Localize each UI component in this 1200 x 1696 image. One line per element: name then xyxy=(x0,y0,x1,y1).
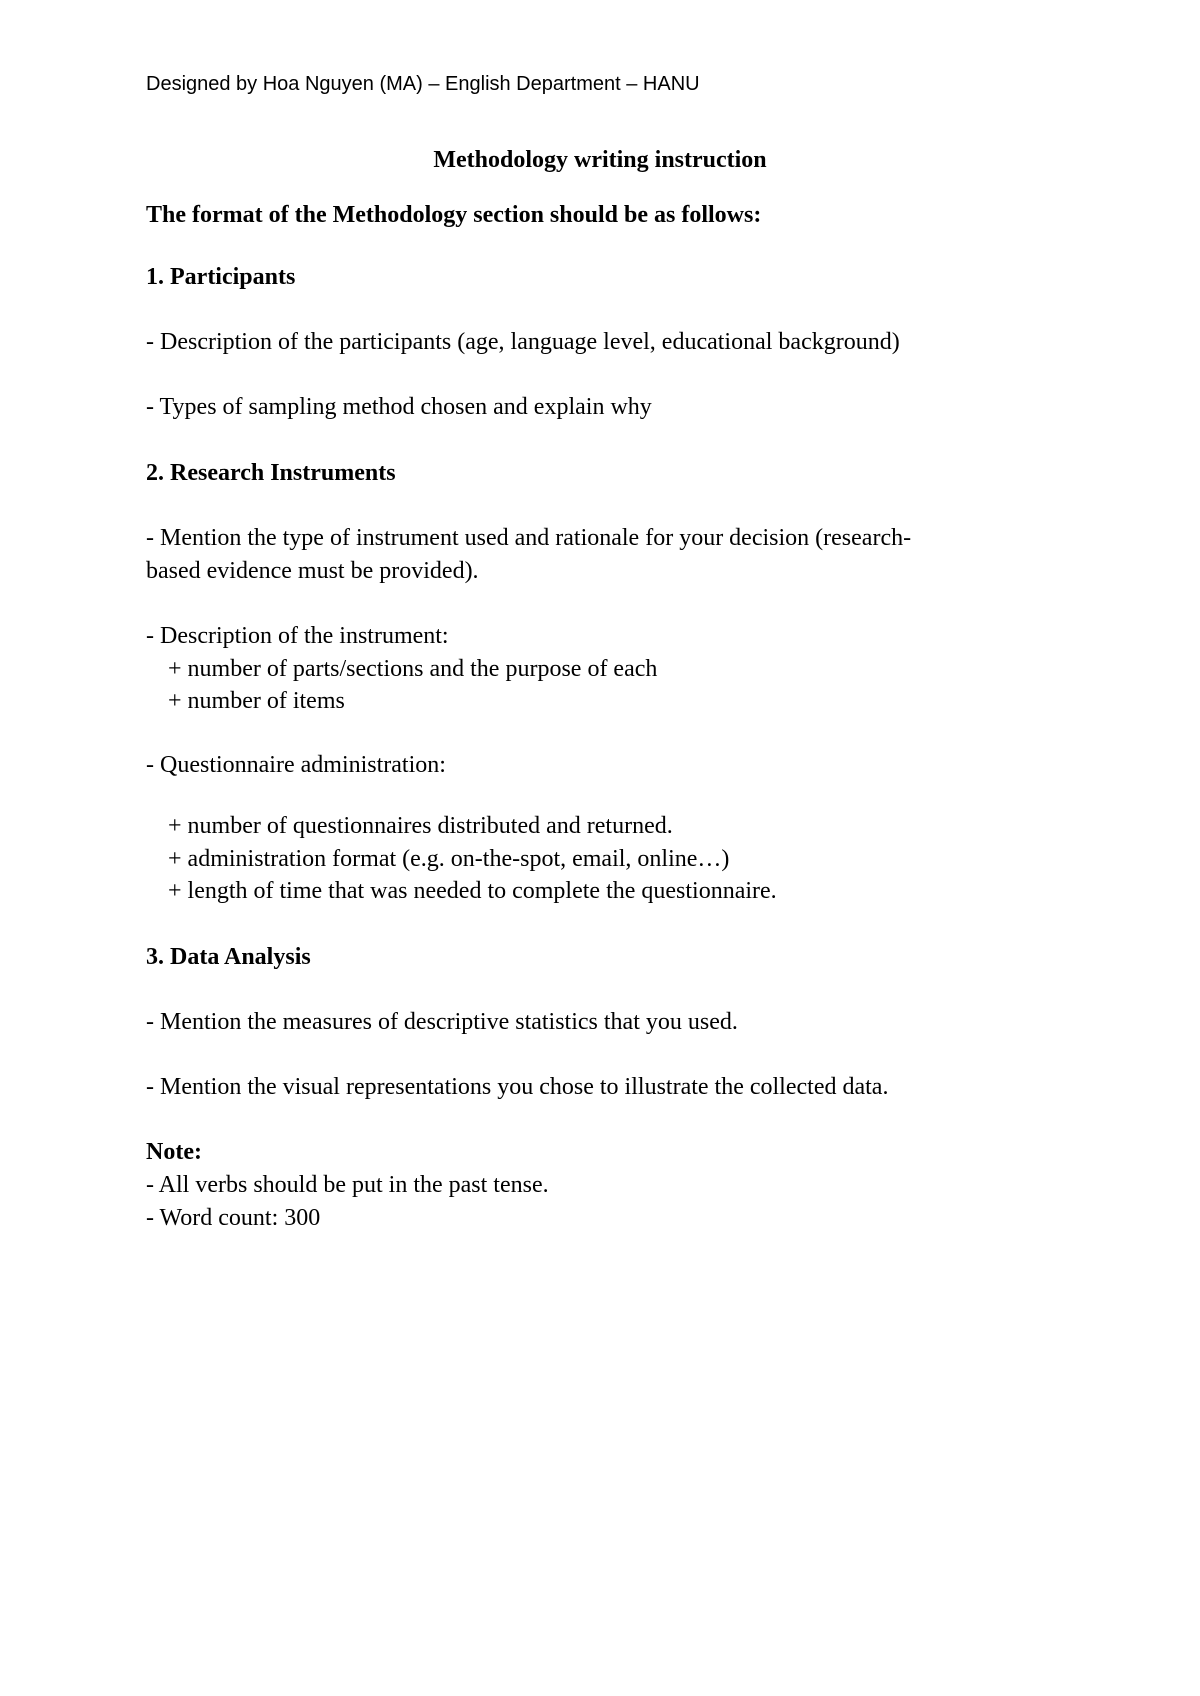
instruments-mention-line-1: - Mention the type of instrument used and rationale for your decision (research- xyxy=(146,525,912,551)
administration-subitem: + administration format (e.g. on-the-spot, email, online…) xyxy=(168,846,730,872)
instrument-description-label: - Description of the instrument: xyxy=(146,623,449,649)
instrument-description-subitem: + number of parts/sections and the purpose of each xyxy=(168,656,658,682)
participants-item: - Description of the participants (age, language level, educational background) xyxy=(146,329,900,355)
analysis-item: - Mention the visual representations you chose to illustrate the collected data. xyxy=(146,1074,889,1100)
administration-subitem: + length of time that was needed to complete the questionnaire. xyxy=(168,878,777,904)
participants-item: - Types of sampling method chosen and explain why xyxy=(146,394,652,420)
intro-line: The format of the Methodology section should be as follows: xyxy=(146,202,762,228)
section-heading-instruments: 2. Research Instruments xyxy=(146,460,396,486)
section-heading-participants: 1. Participants xyxy=(146,264,296,290)
document-title: Methodology writing instruction xyxy=(433,147,767,173)
instrument-description-subitem: + number of items xyxy=(168,688,345,714)
note-label: Note: xyxy=(146,1139,202,1165)
page-header: Designed by Hoa Nguyen (MA) – English Department – HANU xyxy=(146,73,700,95)
instruments-mention-line-2: based evidence must be provided). xyxy=(146,558,479,584)
section-heading-data-analysis: 3. Data Analysis xyxy=(146,944,311,970)
note-item: - Word count: 300 xyxy=(146,1205,321,1231)
note-item: - All verbs should be put in the past tense. xyxy=(146,1172,549,1198)
analysis-item: - Mention the measures of descriptive statistics that you used. xyxy=(146,1009,738,1035)
questionnaire-administration-label: - Questionnaire administration: xyxy=(146,752,446,778)
administration-subitem: + number of questionnaires distributed and returned. xyxy=(168,813,673,839)
